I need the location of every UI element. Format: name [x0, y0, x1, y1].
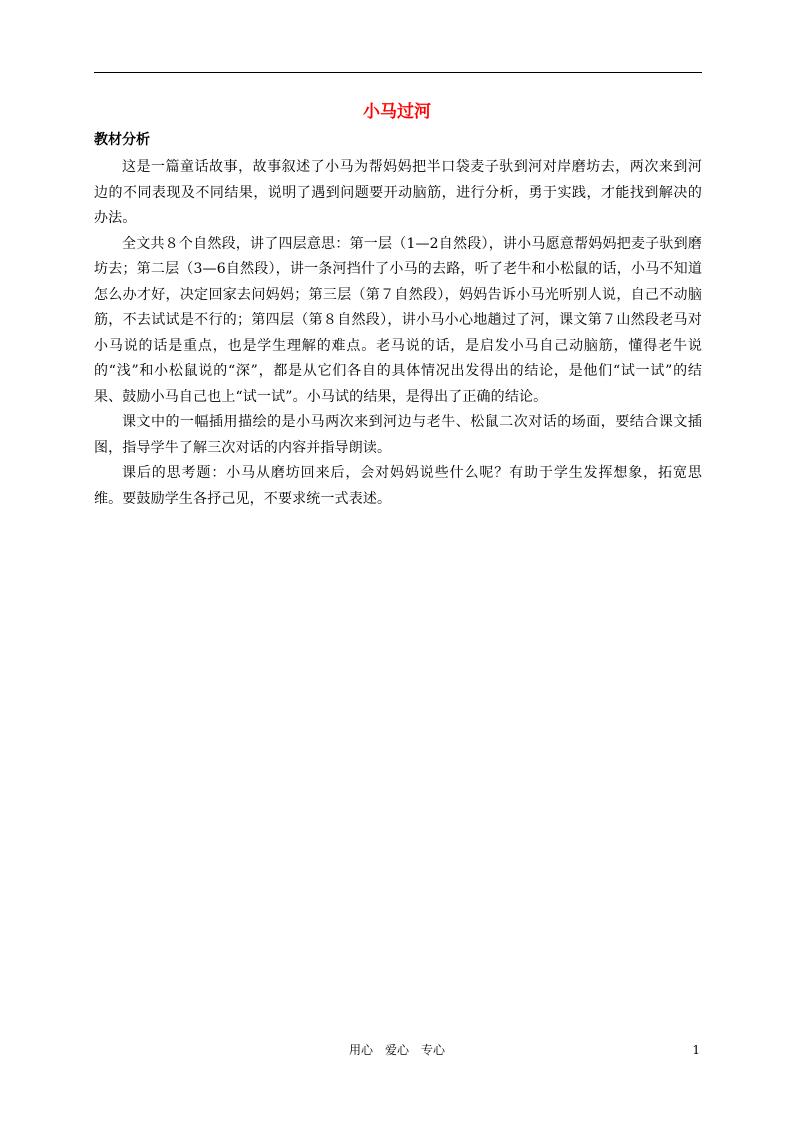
footer-motto: 用心 爱心 专心	[348, 1043, 445, 1057]
document-title: 小马过河	[363, 102, 431, 122]
paragraph-4: 课后的思考题：小马从磨坊回来后，会对妈妈说些什么呢？有助于学生发挥想象，拓宽思维。要鼓励学生各抒己见，不要求统一式表述。	[94, 465, 702, 507]
paragraph-1: 这是一篇童话故事，故事叙述了小马为帮妈妈把半口袋麦子驮到河对岸磨坊去，两次来到河边的不同表现及不同结果，说明了遇到问题要开动脑筋，进行分析，勇于实践，才能找到解决的办法。	[94, 159, 702, 226]
header-rule	[94, 72, 702, 73]
paragraph-2: 全文共８个自然段，讲了四层意思：第一层（1—2自然段），讲小马愿意帮妈妈把麦子驮到磨坊去；第二层（3—6自然段），讲一条河挡什了小马的去路，听了老牛和小松鼠的话，小马不知道怎么办才好，决定回家去问妈妈；第三层（第７自然段），妈妈告诉小马光听别人说，自己不动脑筋，不去试试是不行的；第四层（第８自然段），讲小马小心地趟过了河，课文第７山然段老马对小马说的话是重点，也是学生理解的难点。老马说的话，是启发小马自己动脑筋，懂得老牛说的“浅”和小松鼠说的“深”，都是从它们各自的具体情况出发得出的结论，是他们“试一试”的结果、鼓励小马自己也上“试一试”。小马试的结果，是得出了正确的结论。	[94, 235, 702, 405]
document-body	[94, 129, 702, 512]
page-number: 1	[692, 1043, 700, 1057]
paragraph-3: 课文中的一幅插用描绘的是小马两次来到河边与老牛、松鼠二次对话的场面，要结合课文插图，指导学牛了解三次对话的内容并指导朗读。	[94, 414, 702, 456]
section-heading: 教材分析	[94, 132, 150, 148]
